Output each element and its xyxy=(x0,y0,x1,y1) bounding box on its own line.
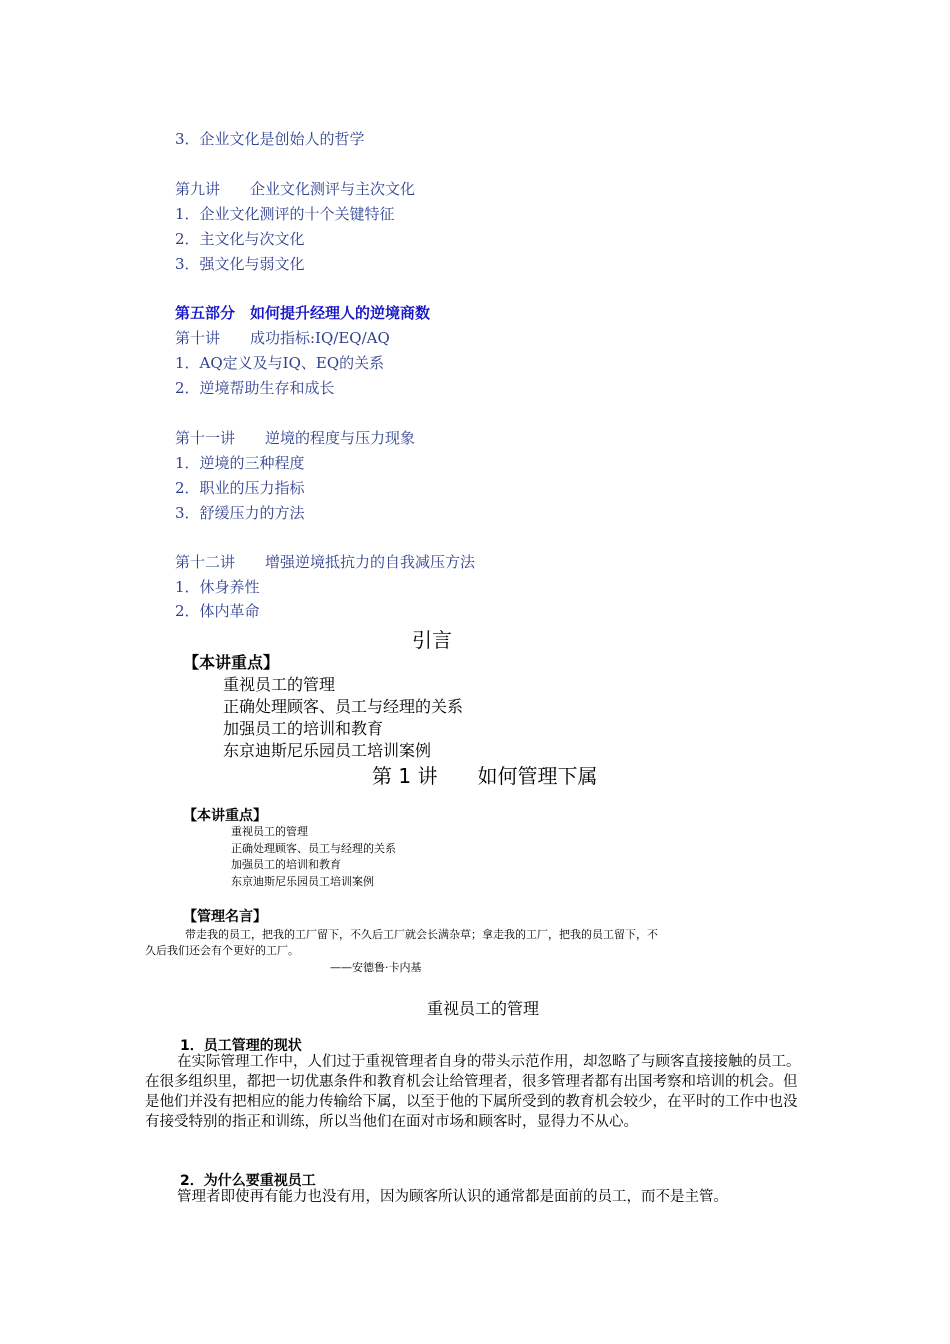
section-subheading: 1．员工管理的现状 xyxy=(180,1038,302,1054)
quote-text-line: 久后我们还会有个更好的工厂。 xyxy=(145,944,299,957)
lecture1-focus-label: 【本讲重点】 xyxy=(183,808,267,824)
toc-lecture-heading: 第九讲 企业文化测评与主次文化 xyxy=(175,180,416,198)
intro-title: 引言 xyxy=(412,628,452,652)
toc-line: 1．企业文化测评的十个关键特征 xyxy=(175,205,395,223)
toc-line: 2．逆境帮助生存和成长 xyxy=(175,379,335,397)
quote-label: 【管理名言】 xyxy=(183,909,267,925)
section-subheading: 2．为什么要重视员工 xyxy=(180,1173,316,1189)
toc-line: 1．AQ定义及与IQ、EQ的关系 xyxy=(175,354,385,372)
toc-part-heading: 第五部分 如何提升经理人的逆境商数 xyxy=(175,304,431,322)
lecture1-focus-item: 加强员工的培训和教育 xyxy=(231,858,341,871)
section-paragraph: 管理者即使再有能力也没有用，因为顾客所认识的通常都是面前的员工，而不是主管。 xyxy=(177,1189,728,1205)
quote-author: ——安德鲁·卡内基 xyxy=(330,961,422,974)
lecture1-focus-item: 东京迪斯尼乐园员工培训案例 xyxy=(231,875,374,888)
toc-line: 2．主文化与次文化 xyxy=(175,230,305,248)
lecture1-title: 第 1 讲 如何管理下属 xyxy=(372,764,598,788)
intro-focus-item: 东京迪斯尼乐园员工培训案例 xyxy=(223,741,432,760)
toc-line: 1．逆境的三种程度 xyxy=(175,454,305,472)
toc-line: 2．体内革命 xyxy=(175,602,260,620)
toc-lecture-heading: 第十讲 成功指标:IQ/EQ/AQ xyxy=(175,329,390,347)
toc-lecture-heading: 第十二讲 增强逆境抵抗力的自我减压方法 xyxy=(175,553,476,571)
toc-lecture-heading: 第十一讲 逆境的程度与压力现象 xyxy=(175,429,416,447)
quote-text-line: 带走我的员工，把我的工厂留下，不久后工厂就会长满杂草；拿走我的工厂，把我的员工留下，不 xyxy=(185,928,658,941)
intro-focus-item: 重视员工的管理 xyxy=(223,675,336,694)
toc-line: 1．休身养性 xyxy=(175,578,260,596)
section-title: 重视员工的管理 xyxy=(427,999,540,1018)
toc-line: 3．企业文化是创始人的哲学 xyxy=(175,130,365,148)
toc-line: 2．职业的压力指标 xyxy=(175,479,305,497)
lecture1-focus-item: 重视员工的管理 xyxy=(231,825,308,838)
toc-line: 3．强文化与弱文化 xyxy=(175,255,305,273)
toc-line: 3．舒缓压力的方法 xyxy=(175,504,305,522)
intro-focus-item: 正确处理顾客、员工与经理的关系 xyxy=(223,697,464,716)
intro-focus-item: 加强员工的培训和教育 xyxy=(223,719,384,738)
intro-focus-label: 【本讲重点】 xyxy=(183,653,280,672)
section-paragraph: 在实际管理工作中，人们过于重视管理者自身的带头示范作用，却忽略了与顾客直接接触的员工。在很多组织里，都把一切优惠条件和教育机会让给管理者，很多管理者都有出国考察和培训的机会。但是他们并没有把相应的能力传输给下属，以至于他的下属所受到的教育机会较少，在平时的工作中也没有接受特别的指正和训练，所以当他们在面对市场和顾客时，显得力不从心。 xyxy=(145,1054,801,1130)
lecture1-focus-item: 正确处理顾客、员工与经理的关系 xyxy=(231,842,396,855)
